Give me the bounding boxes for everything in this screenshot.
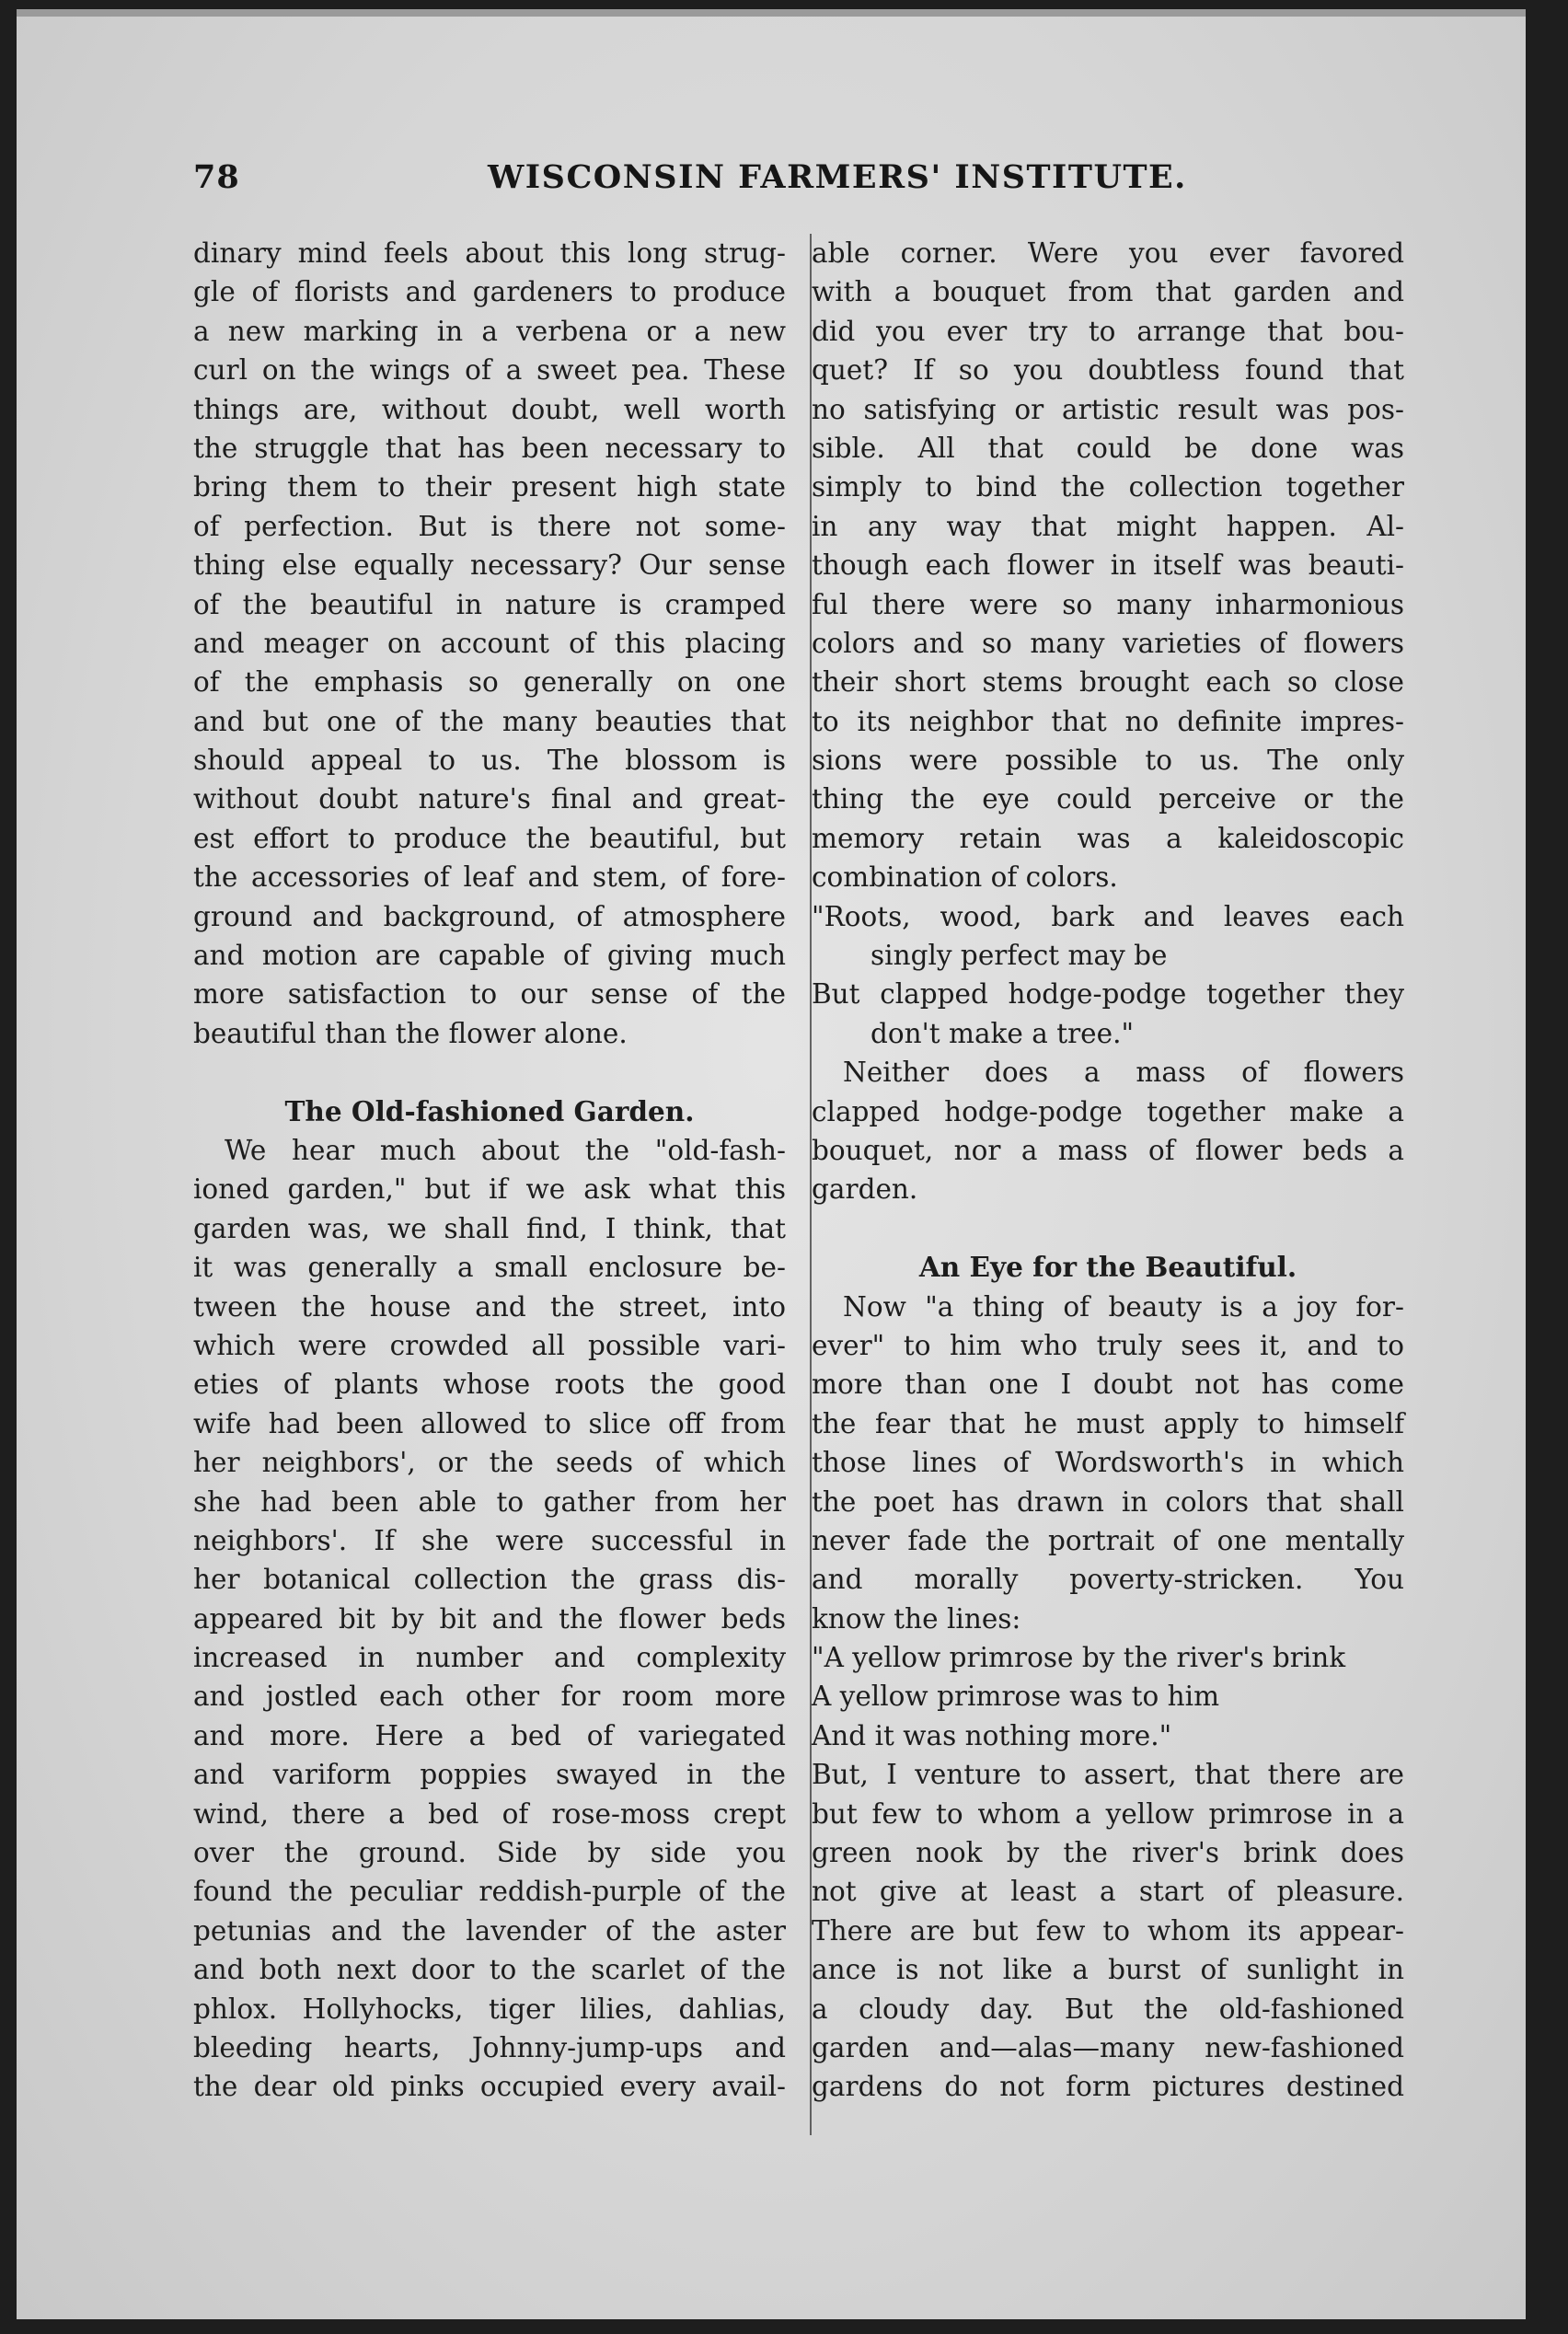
text-line: more satisfaction to our sense of the xyxy=(193,978,786,1011)
text-line: garden and—alas—many new-fashioned xyxy=(812,2031,1404,2063)
right-column xyxy=(812,234,1404,2107)
text-line: dinary mind feels about this long strug- xyxy=(193,237,786,269)
text-line: the dear old pinks occupied every avail- xyxy=(193,2071,786,2103)
text-line: without doubt nature's final and great- xyxy=(193,783,786,815)
text-line: her neighbors', or the seeds of which xyxy=(193,1447,786,1479)
text-line: increased in number and complexity xyxy=(193,1642,786,1674)
text-line: memory retain was a kaleidoscopic xyxy=(812,822,1404,854)
text-line: things are, without doubt, well worth xyxy=(193,393,786,425)
verse-line: A yellow primrose was to him xyxy=(812,1681,1220,1713)
text-line: more than one I doubt not has come xyxy=(812,1369,1404,1401)
text-line: the fear that he must apply to himself xyxy=(812,1407,1404,1439)
text-line: quet? If so you doubtless found that xyxy=(812,354,1404,387)
text-line: sions were possible to us. The only xyxy=(812,745,1404,777)
paragraph-gap xyxy=(812,1209,1404,1248)
verse-line: "A yellow primrose by the river's brink xyxy=(812,1642,1346,1674)
text-line: wind, there a bed of rose-moss crept xyxy=(193,1797,786,1830)
text-line: phlox. Hollyhocks, tiger lilies, dahlias, xyxy=(193,1993,786,2025)
text-line: and more. Here a bed of variegated xyxy=(193,1719,786,1751)
text-line: the accessories of leaf and stem, of fore- xyxy=(193,861,786,894)
text-line: curl on the wings of a sweet pea. These xyxy=(193,354,786,387)
text-line: bleeding hearts, Johnny-jump-ups and xyxy=(193,2031,786,2063)
text-line: eties of plants whose roots the good xyxy=(193,1369,786,1401)
text-line: green nook by the river's brink does xyxy=(812,1837,1404,1869)
text-line: which were crowded all possible vari- xyxy=(193,1329,786,1361)
page-number: 78 xyxy=(193,158,240,196)
text-line: her botanical collection the grass dis- xyxy=(193,1564,786,1596)
text-line: and jostled each other for room more xyxy=(193,1681,786,1713)
text-line: those lines of Wordsworth's in which xyxy=(812,1447,1404,1479)
page-top-edge xyxy=(17,9,1526,17)
text-line: of the beautiful in nature is cramped xyxy=(193,588,786,620)
text-line: and variform poppies swayed in the xyxy=(193,1759,786,1791)
text-line: but few to whom a yellow primrose in a xyxy=(812,1797,1404,1830)
text-line: it was generally a small enclosure be- xyxy=(193,1252,786,1284)
text-line: she had been able to gather from her xyxy=(193,1485,786,1518)
text-line: garden. xyxy=(812,1173,918,1206)
text-line: should appeal to us. The blossom is xyxy=(193,745,786,777)
text-line: and motion are capable of giving much xyxy=(193,940,786,972)
text-line: ground and background, of atmosphere xyxy=(193,900,786,932)
text-line: in any way that might happen. Al- xyxy=(812,510,1404,542)
text-line: tween the house and the street, into xyxy=(193,1290,786,1323)
text-line: their short stems brought each so close xyxy=(812,666,1404,699)
section-heading: An Eye for the Beautiful. xyxy=(918,1251,1297,1284)
text-line: of the emphasis so generally on one xyxy=(193,666,786,699)
text-line: neighbors'. If she were successful in xyxy=(193,1524,786,1556)
text-line: ful there were so many inharmonious xyxy=(812,588,1404,620)
text-line: ance is not like a burst of sunlight in xyxy=(812,1954,1404,1986)
text-line: did you ever try to arrange that bou- xyxy=(812,315,1404,347)
text-line: to its neighbor that no definite impres- xyxy=(812,705,1404,737)
text-line: appeared bit by bit and the flower beds xyxy=(193,1602,786,1635)
text-line: found the peculiar reddish-purple of the xyxy=(193,1876,786,1908)
verse-line: And it was nothing more." xyxy=(812,1719,1172,1751)
text-line: gardens do not form pictures destined xyxy=(812,2071,1404,2103)
text-line: wife had been allowed to slice off from xyxy=(193,1407,786,1439)
text-line: with a bouquet from that garden and xyxy=(812,276,1404,308)
text-line: gle of florists and gardeners to produce xyxy=(193,276,786,308)
text-line: Neither does a mass of flowers xyxy=(843,1057,1404,1089)
text-line: Now "a thing of beauty is a joy for- xyxy=(843,1290,1404,1323)
text-line: though each flower in itself was beauti- xyxy=(812,549,1404,582)
text-line: a cloudy day. But the old-fashioned xyxy=(812,1993,1404,2025)
text-line: and morally poverty-stricken. You xyxy=(812,1564,1404,1596)
text-line: But, I venture to assert, that there are xyxy=(812,1759,1404,1791)
text-line: and both next door to the scarlet of the xyxy=(193,1954,786,1986)
running-head: WISCONSIN FARMERS' INSTITUTE. xyxy=(488,158,1187,196)
text-line: But clapped hodge-podge together they xyxy=(812,978,1404,1011)
text-line: ioned garden," but if we ask what this xyxy=(193,1173,786,1206)
text-line: not give at least a start of pleasure. xyxy=(812,1876,1404,1908)
text-line: combination of colors. xyxy=(812,861,1118,894)
text-line: no satisfying or artistic result was pos- xyxy=(812,393,1404,425)
text-line: colors and so many varieties of flowers xyxy=(812,627,1404,659)
section-heading: The Old-fashioned Garden. xyxy=(284,1094,695,1127)
text-line: "Roots, wood, bark and leaves each xyxy=(812,900,1404,932)
text-line: know the lines: xyxy=(812,1602,1021,1635)
text-line: thing else equally necessary? Our sense xyxy=(193,549,786,582)
text-line: able corner. Were you ever favored xyxy=(812,237,1404,269)
text-line: sible. All that could be done was xyxy=(812,432,1404,464)
text-line: We hear much about the "old-fash- xyxy=(225,1134,786,1166)
verse-line: singly perfect may be xyxy=(870,940,1168,972)
verse-line: don't make a tree." xyxy=(870,1017,1135,1049)
text-line: petunias and the lavender of the aster xyxy=(193,1914,786,1947)
text-line: and meager on account of this placing xyxy=(193,627,786,659)
text-line: garden was, we shall find, I think, that xyxy=(193,1212,786,1244)
page-header xyxy=(193,158,1426,214)
text-line: the poet has drawn in colors that shall xyxy=(812,1485,1404,1518)
text-line: never fade the portrait of one mentally xyxy=(812,1524,1404,1556)
text-line: ever" to him who truly sees it, and to xyxy=(812,1329,1404,1361)
text-line: a new marking in a verbena or a new xyxy=(193,315,786,347)
text-line: the struggle that has been necessary to xyxy=(193,432,786,464)
text-line: bouquet, nor a mass of flower beds a xyxy=(812,1134,1404,1166)
text-line: simply to bind the collection together xyxy=(812,471,1404,503)
paragraph-gap xyxy=(193,1053,786,1092)
text-line: thing the eye could perceive or the xyxy=(812,783,1404,815)
text-line: and but one of the many beauties that xyxy=(193,705,786,737)
left-column xyxy=(193,234,786,2107)
text-line: clapped hodge-podge together make a xyxy=(812,1095,1404,1127)
text-line: est effort to produce the beautiful, but xyxy=(193,822,786,854)
text-line: beautiful than the flower alone. xyxy=(193,1017,628,1049)
text-line: over the ground. Side by side you xyxy=(193,1837,786,1869)
text-line: of perfection. But is there not some- xyxy=(193,510,786,542)
text-line: bring them to their present high state xyxy=(193,471,786,503)
text-line: There are but few to whom its appear- xyxy=(812,1914,1404,1947)
